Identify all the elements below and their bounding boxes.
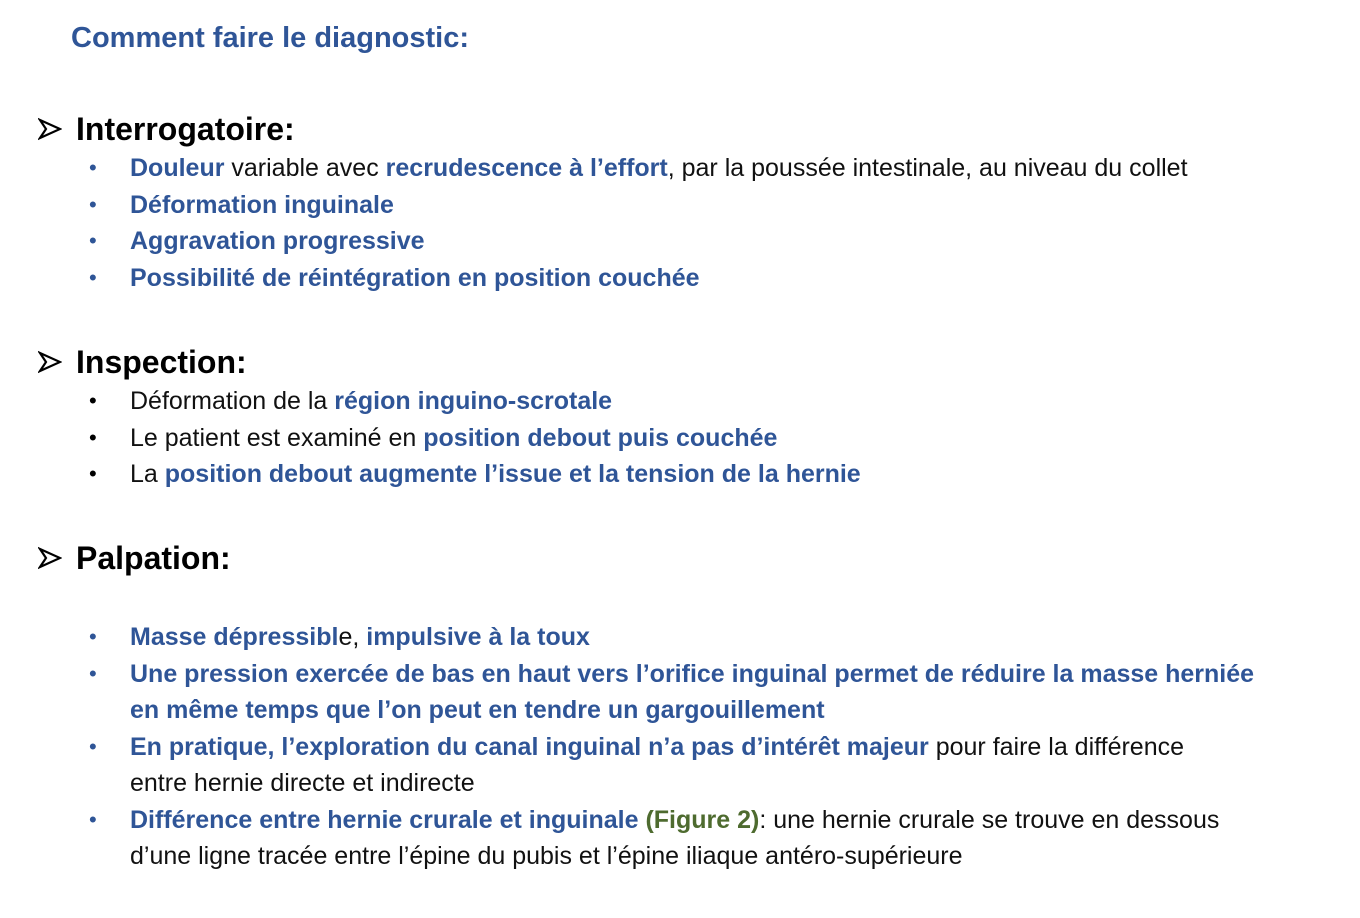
list-item xyxy=(38,656,1338,729)
text-plain: d’une ligne tracée entre l’épine du pubis et l’épine iliaque antéro-supérieure xyxy=(130,842,963,870)
list-item xyxy=(38,729,1338,802)
list-item xyxy=(38,420,1338,457)
list-item xyxy=(38,619,1338,656)
text-plain: Déformation de la xyxy=(130,387,335,415)
text-plain: entre hernie directe et indirecte xyxy=(130,769,475,797)
bullet-dot: • xyxy=(89,155,97,180)
list-item xyxy=(38,223,1338,260)
text-plain: e xyxy=(338,623,353,651)
bullet-dot: • xyxy=(89,228,97,253)
text-highlight: Aggravation progressive xyxy=(130,227,425,255)
text-highlight: en même temps que l’on peut en tendre un gargouillement xyxy=(130,696,825,724)
section-heading-row xyxy=(38,538,1338,578)
text-highlight: position debout augmente l’issue et la tension de la hernie xyxy=(164,460,861,488)
bullet-list xyxy=(38,150,1338,296)
bullet-dot: • xyxy=(89,624,97,649)
text-highlight: Masse dépressibl xyxy=(130,623,339,651)
text-highlight: impulsive à la toux xyxy=(366,623,590,651)
section-heading: Palpation: xyxy=(76,539,231,576)
bullet-dot: • xyxy=(89,461,97,486)
section-heading-row xyxy=(38,342,1338,382)
text-plain: Le patient est examiné en xyxy=(130,423,424,452)
list-item xyxy=(38,260,1338,297)
text-highlight: En pratique, l’exploration du canal inguinal n’a pas d’intérêt majeur xyxy=(130,732,929,761)
section-inspection xyxy=(38,342,1338,493)
bullet-list xyxy=(38,619,1338,875)
section-heading: Inspection: xyxy=(76,343,247,380)
list-item xyxy=(38,456,1338,493)
text-plain: , xyxy=(352,623,367,651)
list-item xyxy=(38,150,1338,187)
text-highlight: Possibilité de réintégration en position couchée xyxy=(130,263,700,292)
bullet-dot: • xyxy=(89,733,97,759)
arrow-bullet-icon xyxy=(38,117,64,141)
list-item xyxy=(38,187,1338,224)
arrow-bullet-icon xyxy=(38,546,64,570)
text-plain: La xyxy=(130,460,165,488)
bullet-dot: • xyxy=(89,388,97,413)
text-plain: pour faire la différence xyxy=(928,732,1185,761)
figure-reference: (Figure 2) xyxy=(645,805,760,834)
bullet-dot: • xyxy=(89,264,97,290)
text-highlight: recrudescence à l’effort xyxy=(385,154,668,182)
text-highlight: Déformation inguinale xyxy=(130,190,394,219)
text-highlight: Douleur xyxy=(130,154,225,182)
bullet-list xyxy=(38,383,1338,493)
arrow-bullet-icon xyxy=(38,350,64,374)
list-item xyxy=(38,383,1338,420)
text-highlight: région inguino-scrotale xyxy=(334,387,613,415)
section-heading-row xyxy=(38,109,1338,149)
text-highlight: Une pression exercée de bas en haut vers l’orifice inguinal permet de réduire la masse herniée xyxy=(130,659,1255,688)
bullet-dot: • xyxy=(89,424,97,450)
text-plain: variable avec xyxy=(224,154,386,182)
list-item xyxy=(38,802,1338,875)
text-plain: : une hernie crurale se trouve en dessous xyxy=(759,805,1220,834)
section-palpation xyxy=(38,538,1338,875)
section-heading: Interrogatoire: xyxy=(76,110,295,147)
section-interrogatoire xyxy=(38,109,1338,296)
text-highlight: Différence entre hernie crurale et inguinale xyxy=(130,805,646,834)
page-title: Comment faire le diagnostic: xyxy=(71,22,470,54)
bullet-dot: • xyxy=(89,191,97,217)
text-highlight: position debout puis couchée xyxy=(423,423,778,452)
bullet-dot: • xyxy=(89,806,97,832)
bullet-dot: • xyxy=(89,660,97,686)
text-plain: , par la poussée intestinale, au niveau du collet xyxy=(667,154,1188,182)
